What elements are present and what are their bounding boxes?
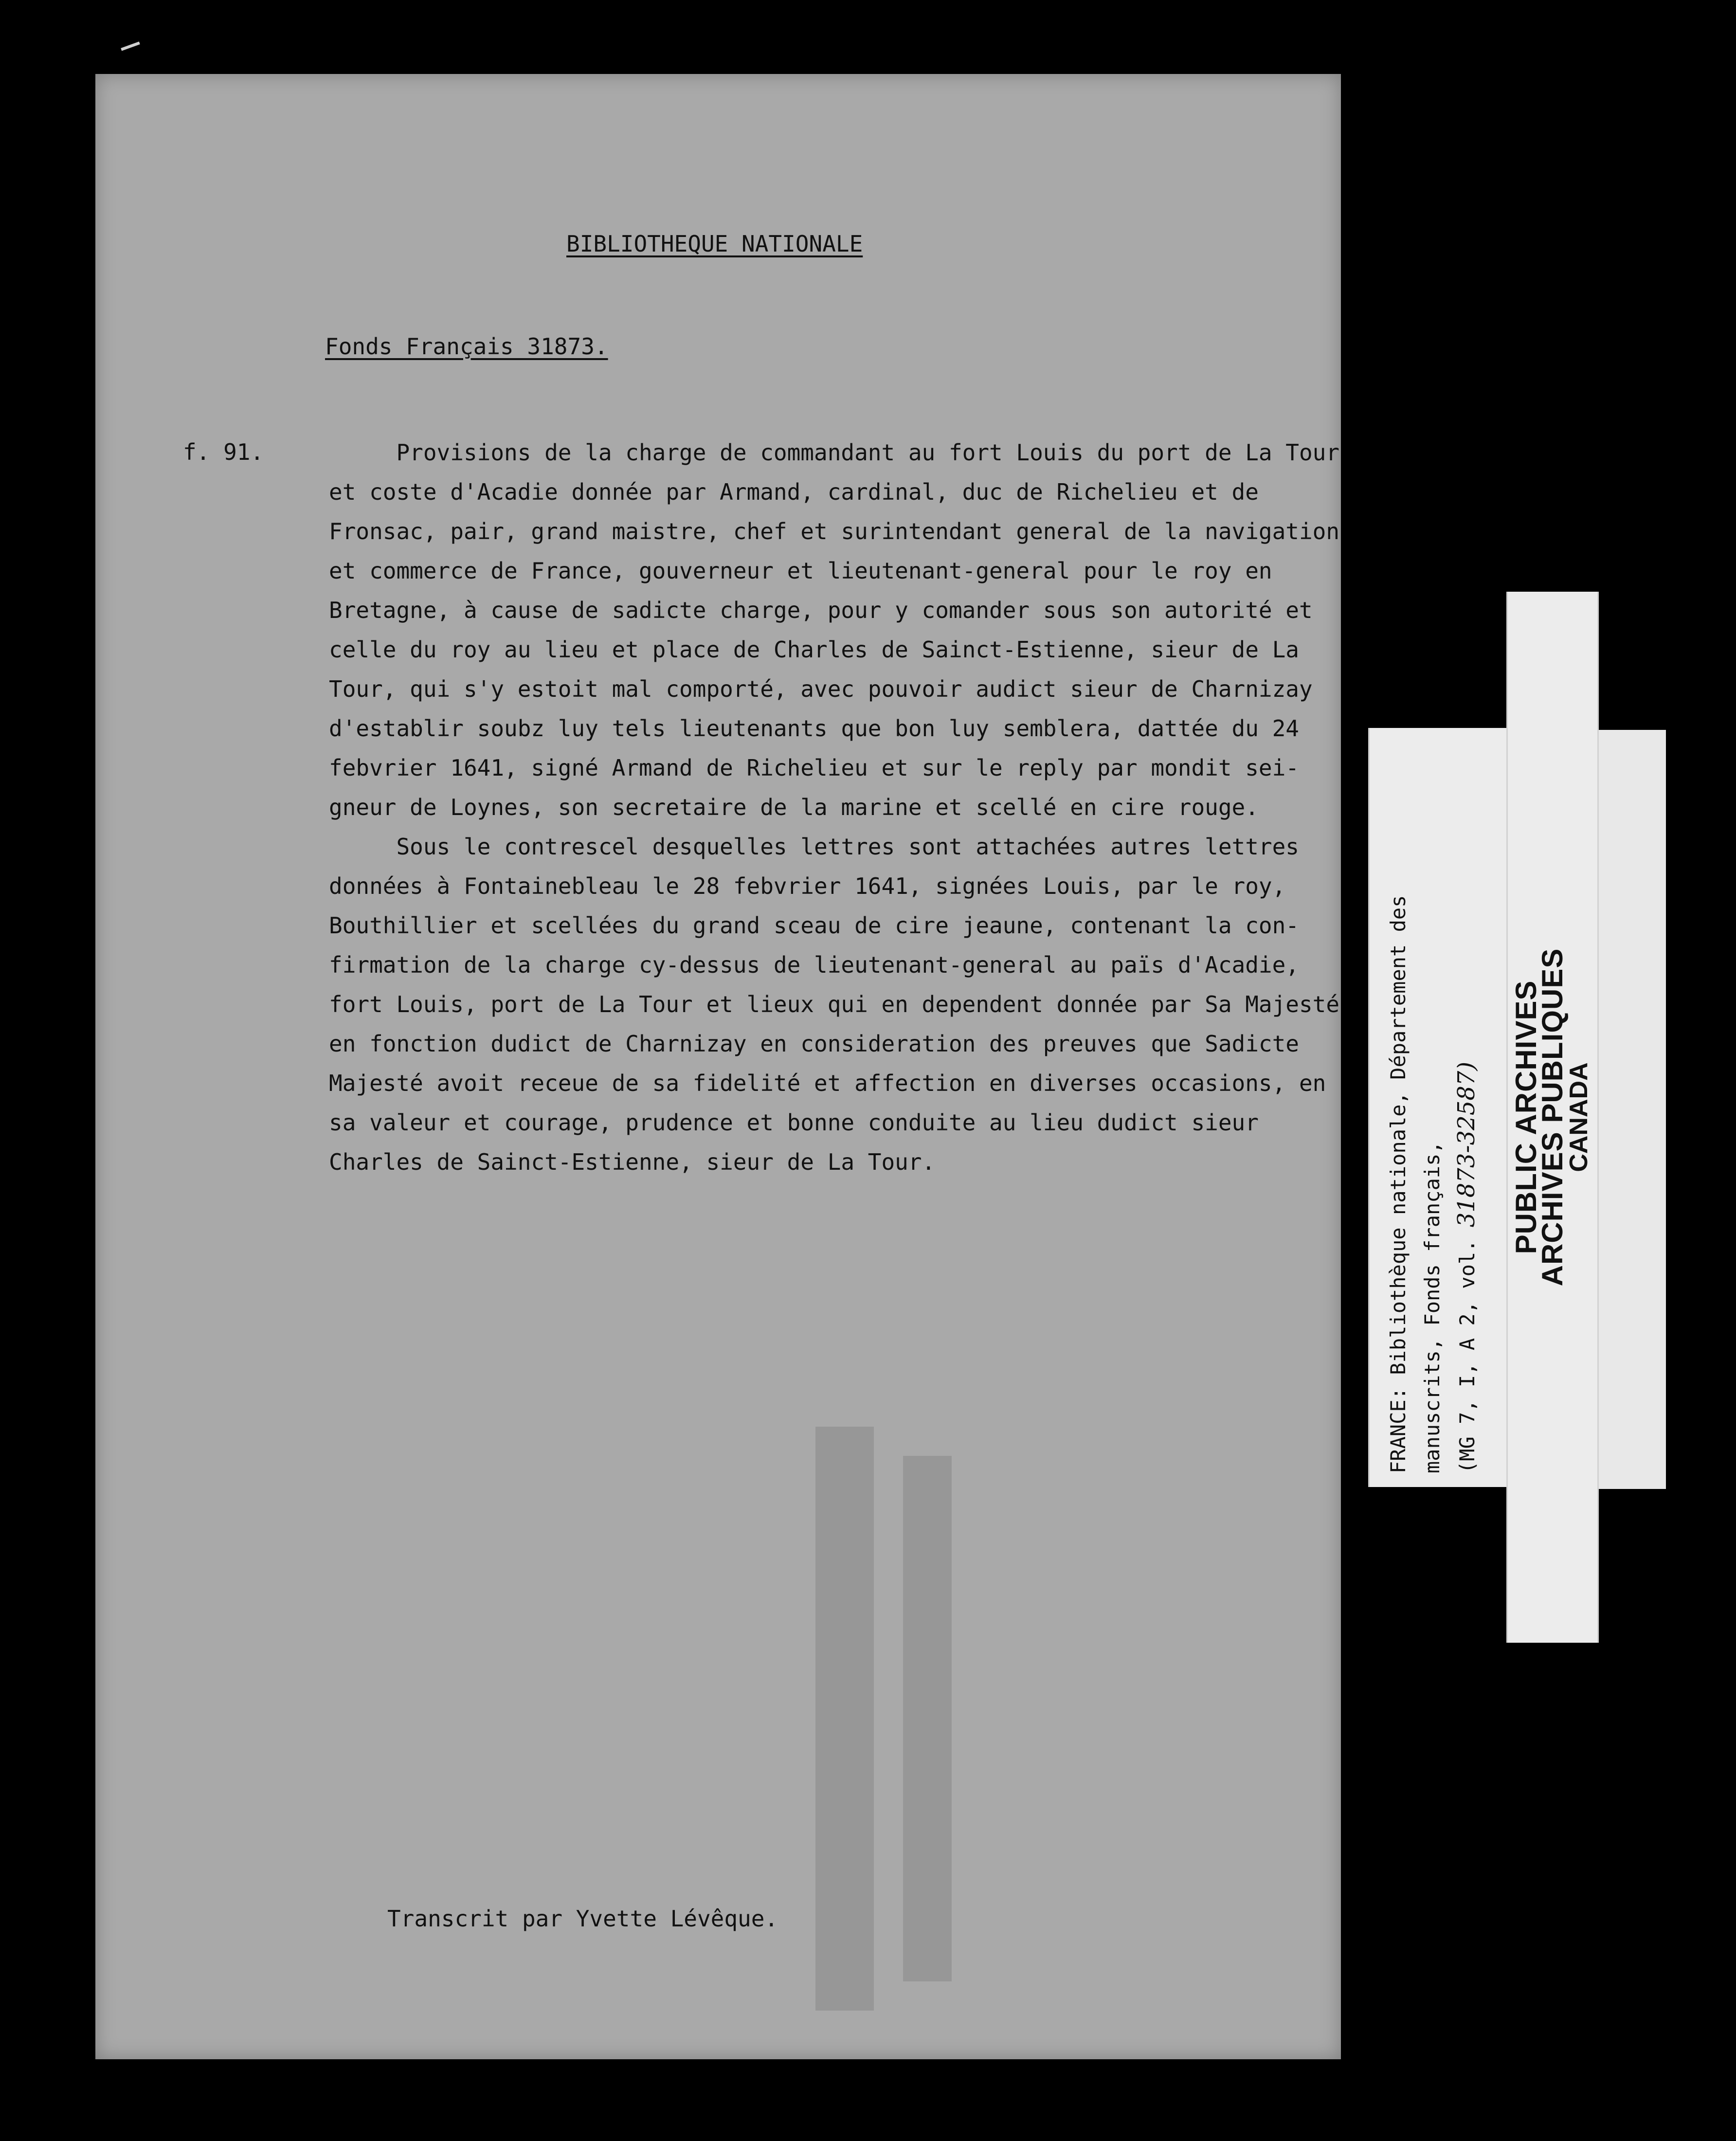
- catalog-label: [1368, 728, 1510, 1487]
- text-line: Fronsac, pair, grand maistre, chef et surintendant general de la navigation: [329, 518, 1340, 544]
- text-line: et commerce de France, gouverneur et lieutenant-general pour le roy en: [329, 558, 1272, 584]
- film-scratch-mark: [121, 41, 140, 51]
- faint-stamp-ghost: [786, 1417, 991, 2020]
- text-line: Sous le contrescel desquelles lettres sont attachées autres lettres: [329, 834, 1299, 860]
- typed-page: [95, 74, 1341, 2059]
- label-line: [1449, 742, 1484, 1473]
- paragraph-provisions: [329, 433, 1339, 827]
- stamp-line-english: PUBLIC ARCHIVES: [1510, 980, 1542, 1254]
- text-line: celle du roy au lieu et place de Charles de Sainct-Estienne, sieur de La: [329, 636, 1299, 663]
- label-typed-text: (MG 7, I, A 2, vol.: [1455, 1227, 1479, 1473]
- document-heading: BIBLIOTHEQUE NATIONALE: [566, 231, 863, 257]
- text-line: Bretagne, à cause de sadicte charge, pour y comander sous son autorité et: [329, 597, 1313, 623]
- label-line: FRANCE: Bibliothèque nationale, Département des: [1386, 895, 1410, 1473]
- text-line: Majesté avoit receue de sa fidelité et affection en diverses occasions, en: [329, 1070, 1326, 1096]
- stamp-line-french: ARCHIVES PUBLIQUES: [1536, 948, 1569, 1287]
- text-line: Bouthillier et scellées du grand sceau de cire jeaune, contenant la con-: [329, 912, 1299, 939]
- text-line: et coste d'Acadie donnée par Armand, cardinal, duc de Richelieu et de: [329, 479, 1259, 505]
- text-line: Charles de Sainct-Estienne, sieur de La Tour.: [329, 1149, 936, 1175]
- stamp-line-country: CANADA: [1565, 1062, 1593, 1172]
- text-line: fort Louis, port de La Tour et lieux qui en dependent donnée par Sa Majesté: [329, 991, 1340, 1017]
- label-line: manuscrits, Fonds français,: [1420, 1141, 1444, 1473]
- fonds-reference: Fonds Français 31873.: [325, 333, 608, 360]
- text-line: Tour, qui s'y estoit mal comporté, avec pouvoir audict sieur de Charnizay: [329, 676, 1313, 702]
- text-line: d'establir soubz luy tels lieutenants que bon luy semblera, dattée du 24: [329, 715, 1299, 742]
- label-handwritten-volumes: 31873-32587): [1453, 1061, 1480, 1228]
- catalog-label-text: [1370, 728, 1510, 1487]
- folio-number: f. 91.: [183, 439, 264, 465]
- text-line: données à Fontainebleau le 28 febvrier 1641, signées Louis, par le roy,: [329, 873, 1286, 899]
- text-line: en fonction dudict de Charnizay en consideration des preuves que Sadicte: [329, 1031, 1299, 1057]
- text-line: febvrier 1641, signé Armand de Richelieu et sur le reply par mondit sei-: [329, 755, 1299, 781]
- text-line: sa valeur et courage, prudence et bonne conduite au lieu dudict sieur: [329, 1109, 1259, 1136]
- archives-stamp-text: [1508, 592, 1597, 1643]
- stamp-backing: [1596, 730, 1666, 1489]
- text-line: firmation de la charge cy-dessus de lieutenant-general au païs d'Acadie,: [329, 952, 1299, 978]
- text-line: Provisions de la charge de commandant au fort Louis du port de La Tour: [329, 439, 1340, 466]
- transcriber-note: Transcrit par Yvette Lévêque.: [387, 1905, 778, 1932]
- archives-stamp: [1506, 592, 1599, 1643]
- text-line: gneur de Loynes, son secretaire de la marine et scellé en cire rouge.: [329, 794, 1259, 820]
- paragraph-contrescel: [329, 827, 1339, 1182]
